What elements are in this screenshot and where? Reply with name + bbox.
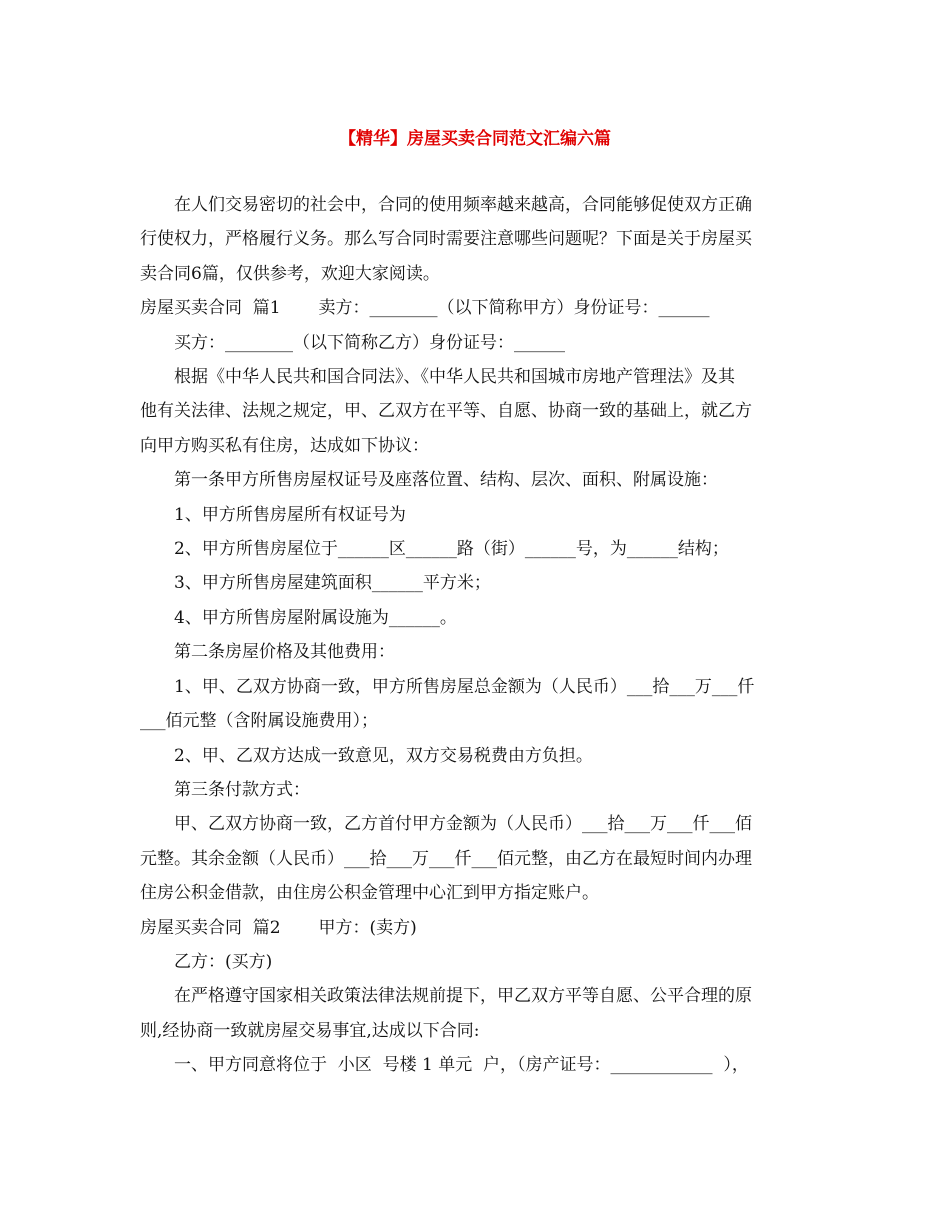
text-line: 卖合同6篇，仅供参考，欢迎大家阅读。 <box>140 263 440 284</box>
text-line: 元整。其余金额（人民币）___拾___万___仟___佰元整，由乙方在最短时间内办理 <box>140 848 752 869</box>
text-line: 第三条付款方式： <box>174 779 310 800</box>
section-heading-line: 房屋买卖合同 篇1 卖方：________（以下简称甲方）身份证号：______ <box>140 298 710 319</box>
text-line: 3、甲方所售房屋建筑面积______平方米； <box>174 573 491 594</box>
text-line: 第二条房屋价格及其他费用： <box>174 642 395 663</box>
text-line: 行使权力，严格履行义务。那么写合同时需要注意哪些问题呢？下面是关于房屋买 <box>140 229 752 250</box>
text-line: 乙方：(买方) <box>174 951 273 972</box>
text-line: 4、甲方所售房屋附属设施为______。 <box>174 607 457 628</box>
text-line: 1、甲、乙双方协商一致，甲方所售房屋总金额为（人民币）___拾___万___仟 <box>174 676 755 697</box>
text-line: 他有关法律、法规之规定，甲、乙双方在平等、自愿、协商一致的基础上，就乙方 <box>140 401 752 422</box>
document-title: 【精华】房屋买卖合同范文汇编六篇 <box>339 129 611 149</box>
text-line: 2、甲方所售房屋位于______区______路（街）______号，为______结构； <box>174 539 729 560</box>
text-line: 甲、乙双方协商一致，乙方首付甲方金额为（人民币）___拾___万___仟___佰 <box>174 814 752 835</box>
text-line: 一、甲方同意将位于 小区 号楼 1 单元 户，（房产证号：____________ ）， <box>174 1055 749 1076</box>
text-line: 根据《中华人民共和国合同法》、《中华人民共和国城市房地产管理法》及其 <box>174 367 735 388</box>
text-line: 在人们交易密切的社会中，合同的使用频率越来越高，合同能够促使双方正确 <box>174 195 752 215</box>
text-line: 则,经协商一致就房屋交易事宜,达成以下合同: <box>140 1020 480 1041</box>
text-line: 1、甲方所售房屋所有权证号为 <box>174 504 406 525</box>
document-body <box>140 188 812 1083</box>
text-line: 2、甲、乙双方达成一致意见，双方交易税费由方负担。 <box>174 745 593 766</box>
text-line: 在严格遵守国家相关政策法律法规前提下，甲乙双方平等自愿、公平合理的原 <box>174 986 752 1007</box>
text-line: 买方：________（以下简称乙方）身份证号：______ <box>174 332 565 353</box>
text-line: 住房公积金借款，由住房公积金管理中心汇到甲方指定账户。 <box>140 883 599 904</box>
text-line: 向甲方购买私有住房，达成如下协议： <box>140 435 429 456</box>
text-line: 第一条甲方所售房屋权证号及座落位置、结构、层次、面积、附属设施： <box>174 470 718 491</box>
text-line: ___佰元整（含附属设施费用）； <box>140 711 378 732</box>
section-heading-line: 房屋买卖合同 篇2 甲方：(卖方) <box>140 917 417 938</box>
